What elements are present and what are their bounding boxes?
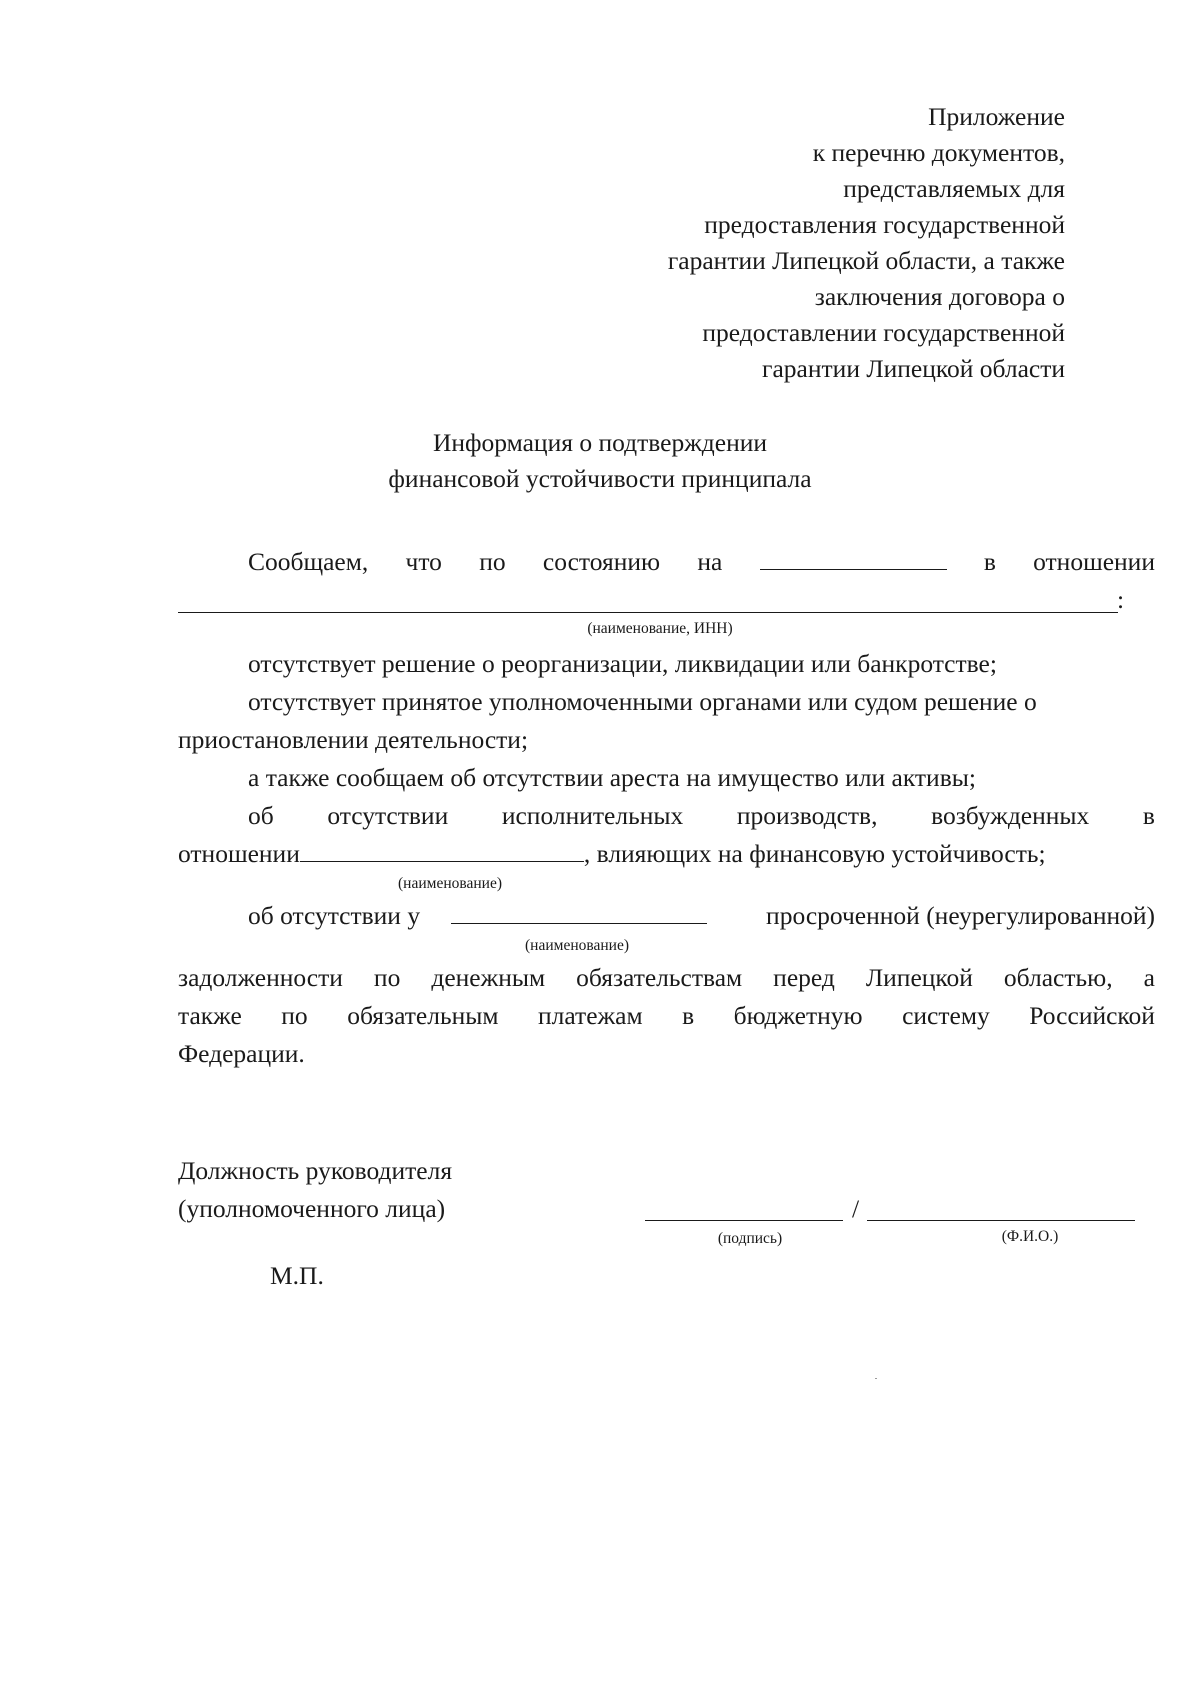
- annex-line: Приложение: [928, 102, 1065, 131]
- debt-word: систему: [902, 1001, 990, 1030]
- intro-word: отношении: [1033, 547, 1155, 576]
- signature-blank[interactable]: [645, 1220, 843, 1221]
- debt-word: областью,: [1003, 963, 1113, 992]
- annex-line: представляемых для: [843, 174, 1065, 203]
- stamp-mark: М.П.: [270, 1261, 324, 1290]
- intro-word: в: [983, 547, 996, 576]
- enforcement-name-blank[interactable]: [300, 839, 584, 862]
- item-suspension-line2: приостановлении деятельности;: [178, 725, 529, 754]
- debt-word: перед: [773, 963, 835, 992]
- debt-prefix: об отсутствии у: [248, 901, 421, 930]
- annex-line: гарантии Липецкой области: [762, 354, 1065, 383]
- signature-separator: /: [852, 1194, 860, 1223]
- debt-word: денежным: [431, 963, 546, 992]
- enforcement-word: в: [1142, 801, 1155, 830]
- debt-word: Российской: [1029, 1001, 1155, 1030]
- enforcement-name-caption: (наименование): [398, 875, 502, 892]
- intro-word: на: [697, 547, 723, 576]
- position-title-line1: Должность руководителя: [178, 1156, 453, 1185]
- intro-word: Сообщаем,: [248, 547, 369, 576]
- intro-word: что: [405, 547, 442, 576]
- debt-word: также: [178, 1001, 242, 1030]
- enforcement-word: исполнительных: [501, 801, 684, 830]
- item-debt-line4: Федерации.: [178, 1039, 305, 1068]
- annex-header: [465, 99, 1065, 387]
- full-name-blank[interactable]: [867, 1220, 1135, 1221]
- debt-word: обязательствам: [576, 963, 743, 992]
- full-name-caption: (Ф.И.О.): [1001, 1228, 1059, 1245]
- intro-word: состоянию: [542, 547, 661, 576]
- position-title-line2: (уполномоченного лица): [178, 1194, 446, 1223]
- debt-name-blank[interactable]: [451, 901, 707, 924]
- annex-line: заключения договора о: [814, 282, 1065, 311]
- signature-caption: (подпись): [717, 1230, 783, 1247]
- enforcement-word: об: [248, 801, 274, 830]
- item-debt-line3: [178, 998, 1155, 1034]
- enforcement-word: производств,: [736, 801, 878, 830]
- enforcement-word: отсутствии: [327, 801, 449, 830]
- principal-name-caption: (наименование, ИНН): [587, 620, 733, 637]
- debt-word: а: [1143, 963, 1155, 992]
- intro-colon: :: [1117, 585, 1125, 614]
- intro-line: [248, 544, 1155, 580]
- debt-word: обязательным: [347, 1001, 499, 1030]
- item-reorganization: отсутствует решение о реорганизации, ликвидации или банкротстве;: [248, 649, 997, 678]
- intro-word: по: [479, 547, 506, 576]
- annex-line: к перечню документов,: [812, 138, 1065, 167]
- date-blank[interactable]: [760, 547, 947, 570]
- debt-word: задолженности: [178, 963, 343, 992]
- enforcement-word: возбужденных: [931, 801, 1090, 830]
- debt-word: платежам: [538, 1001, 643, 1030]
- debt-word: в: [682, 1001, 695, 1030]
- enforcement-suffix: , влияющих на финансовую устойчивость;: [583, 839, 1046, 868]
- item-arrest: а также сообщаем об отсутствии ареста на имущество или активы;: [248, 763, 976, 792]
- title-line-2: финансовой устойчивости принципала: [388, 464, 812, 493]
- annex-line: предоставления государственной: [704, 210, 1065, 239]
- debt-word: по: [373, 963, 401, 992]
- debt-suffix: просроченной (неурегулированной): [766, 901, 1155, 930]
- annex-line: гарантии Липецкой области, а также: [667, 246, 1065, 275]
- debt-word: бюджетную: [733, 1001, 863, 1030]
- title-line-1: Информация о подтверждении: [432, 428, 768, 457]
- document-title: [300, 425, 900, 497]
- principal-name-blank[interactable]: [178, 612, 1118, 613]
- enforcement-prefix: отношении: [178, 839, 300, 868]
- debt-word: по: [281, 1001, 308, 1030]
- debt-name-caption: (наименование): [525, 937, 629, 954]
- scan-speck: [875, 1378, 877, 1379]
- debt-word: Липецкой: [865, 963, 973, 992]
- annex-line: предоставлении государственной: [702, 318, 1065, 347]
- item-debt-line1: [248, 898, 1155, 934]
- item-enforcement-line2: [178, 836, 1046, 872]
- item-enforcement-line1: [248, 798, 1155, 834]
- item-suspension-line1: отсутствует принятое уполномоченными органами или судом решение о: [248, 687, 1037, 716]
- item-debt-line2: [178, 960, 1155, 996]
